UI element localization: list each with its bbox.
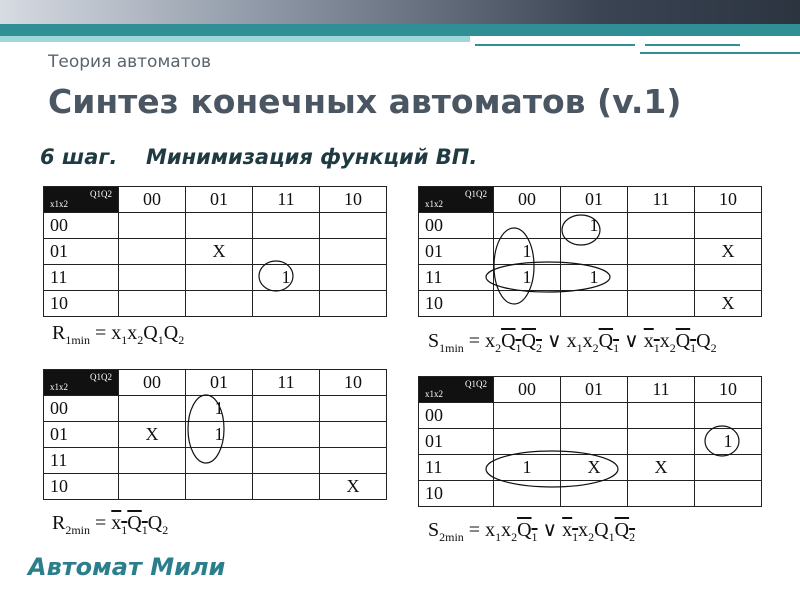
kmap-cell — [253, 213, 320, 239]
kmap-cell — [628, 291, 695, 317]
col-header: 01 — [186, 370, 253, 396]
kmap-cell — [119, 448, 186, 474]
row-header: 01 — [419, 239, 494, 265]
kmap-cell: X — [320, 474, 387, 500]
kmap-cell — [186, 448, 253, 474]
kmap-cell: 1 — [561, 265, 628, 291]
kmap-cell — [561, 481, 628, 507]
kmap-cell — [320, 448, 387, 474]
col-header: 11 — [628, 187, 695, 213]
kmap-cell — [119, 291, 186, 317]
step-description: Минимизация функций ВП. — [146, 145, 478, 169]
kmap-cell: X — [561, 455, 628, 481]
header-accent-line-light — [0, 36, 470, 42]
kmap-cell — [320, 422, 387, 448]
kmap-cell: 1 — [494, 455, 561, 481]
row-header: 11 — [419, 265, 494, 291]
kmap-cell — [253, 291, 320, 317]
col-header: 10 — [695, 377, 762, 403]
slide-subtitle: Теория автоматов — [48, 52, 212, 72]
kmap-cell — [561, 429, 628, 455]
row-header: 11 — [419, 455, 494, 481]
kmap-cell — [494, 481, 561, 507]
slide-title: Синтез конечных автоматов (v.1) — [48, 82, 682, 121]
col-header: 00 — [119, 370, 186, 396]
kmap-cell — [628, 403, 695, 429]
col-header: 10 — [695, 187, 762, 213]
kmap-cell — [320, 239, 387, 265]
kmap-cell — [494, 213, 561, 239]
header-stripe — [645, 44, 740, 46]
col-header: 00 — [494, 187, 561, 213]
kmap-cell — [253, 448, 320, 474]
header-stripe — [640, 52, 800, 54]
footer-label: Автомат Мили — [28, 553, 226, 581]
kmap-cell — [253, 422, 320, 448]
kmap-cell: 1 — [695, 429, 762, 455]
kmap-cell — [561, 291, 628, 317]
kmap-cell — [320, 396, 387, 422]
formula-s2min: $S_{2min} = x_1x_2Q_1$ ∨ $x_1x_2Q_1Q_2$ — [428, 519, 636, 544]
col-header: 11 — [253, 370, 320, 396]
kmap-cell — [119, 474, 186, 500]
kmap-cell — [561, 403, 628, 429]
row-header: 00 — [419, 213, 494, 239]
kmap-cell: X — [119, 422, 186, 448]
row-header: 00 — [44, 396, 119, 422]
kmap-cell — [253, 396, 320, 422]
row-header: 11 — [44, 265, 119, 291]
kmap-cell — [695, 403, 762, 429]
formula-s1min: $S_{1min} = x_2Q_1Q_2$ ∨ $x_1x_2Q_1$ ∨ $x_1x_2Q_1Q_2$ — [428, 330, 717, 355]
kmap-cell — [253, 239, 320, 265]
kmap-cell: 1 — [494, 265, 561, 291]
kmap-cell: 1 — [561, 213, 628, 239]
col-header: 01 — [186, 187, 253, 213]
col-header: 00 — [119, 187, 186, 213]
kmap-cell — [695, 455, 762, 481]
col-header: 10 — [320, 370, 387, 396]
row-header: 01 — [44, 422, 119, 448]
kmap-cell: 1 — [186, 396, 253, 422]
kmap-s1 — [418, 186, 762, 317]
kmap-corner: Q1Q2 x1x2 — [419, 377, 494, 403]
kmap-cell — [628, 239, 695, 265]
col-header: 00 — [494, 377, 561, 403]
kmap-cell — [186, 474, 253, 500]
kmap-corner: Q1Q2 x1x2 — [419, 187, 494, 213]
kmap-r2 — [43, 369, 387, 500]
kmap-cell — [119, 396, 186, 422]
kmap-cell — [494, 403, 561, 429]
kmap-s2 — [418, 376, 762, 507]
col-header: 10 — [320, 187, 387, 213]
col-header: 01 — [561, 187, 628, 213]
row-header: 10 — [419, 291, 494, 317]
kmap-cell — [320, 291, 387, 317]
kmap-cell — [628, 481, 695, 507]
row-header: 01 — [419, 429, 494, 455]
col-header: 11 — [628, 377, 695, 403]
kmap-cell — [186, 291, 253, 317]
kmap-cell — [628, 265, 695, 291]
kmap-cell: 1 — [494, 239, 561, 265]
kmap-cell — [119, 265, 186, 291]
kmap-r1 — [43, 186, 387, 317]
kmap-cell — [628, 429, 695, 455]
header-stripe — [475, 44, 635, 46]
formula-r1min: $R_{1min} = x_1x_2Q_1Q_2$ — [52, 322, 185, 347]
header-bar — [0, 0, 800, 24]
kmap-cell — [695, 265, 762, 291]
kmap-cell: 1 — [186, 422, 253, 448]
step-label: 6 шаг. — [40, 145, 118, 169]
kmap-cell — [253, 474, 320, 500]
kmap-cell: X — [695, 291, 762, 317]
kmap-cell: 1 — [253, 265, 320, 291]
col-header: 01 — [561, 377, 628, 403]
kmap-cell — [186, 265, 253, 291]
kmap-corner: Q1Q2 x1x2 — [44, 370, 119, 396]
kmap-cell — [494, 429, 561, 455]
row-header: 11 — [44, 448, 119, 474]
header-accent-line — [0, 24, 800, 36]
kmap-cell — [320, 213, 387, 239]
row-header: 00 — [44, 213, 119, 239]
row-header: 10 — [419, 481, 494, 507]
kmap-cell — [628, 213, 695, 239]
kmap-cell: X — [695, 239, 762, 265]
row-header: 00 — [419, 403, 494, 429]
kmap-cell: X — [186, 239, 253, 265]
kmap-cell — [186, 213, 253, 239]
col-header: 11 — [253, 187, 320, 213]
kmap-cell — [494, 291, 561, 317]
kmap-cell — [119, 213, 186, 239]
kmap-cell — [561, 239, 628, 265]
formula-r2min: $R_{2min} = x_1Q_1Q_2$ — [52, 512, 169, 537]
kmap-cell — [695, 213, 762, 239]
row-header: 10 — [44, 291, 119, 317]
kmap-corner: Q1Q2 x1x2 — [44, 187, 119, 213]
kmap-cell: X — [628, 455, 695, 481]
row-header: 01 — [44, 239, 119, 265]
kmap-cell — [119, 239, 186, 265]
kmap-cell — [320, 265, 387, 291]
kmap-cell — [695, 481, 762, 507]
row-header: 10 — [44, 474, 119, 500]
